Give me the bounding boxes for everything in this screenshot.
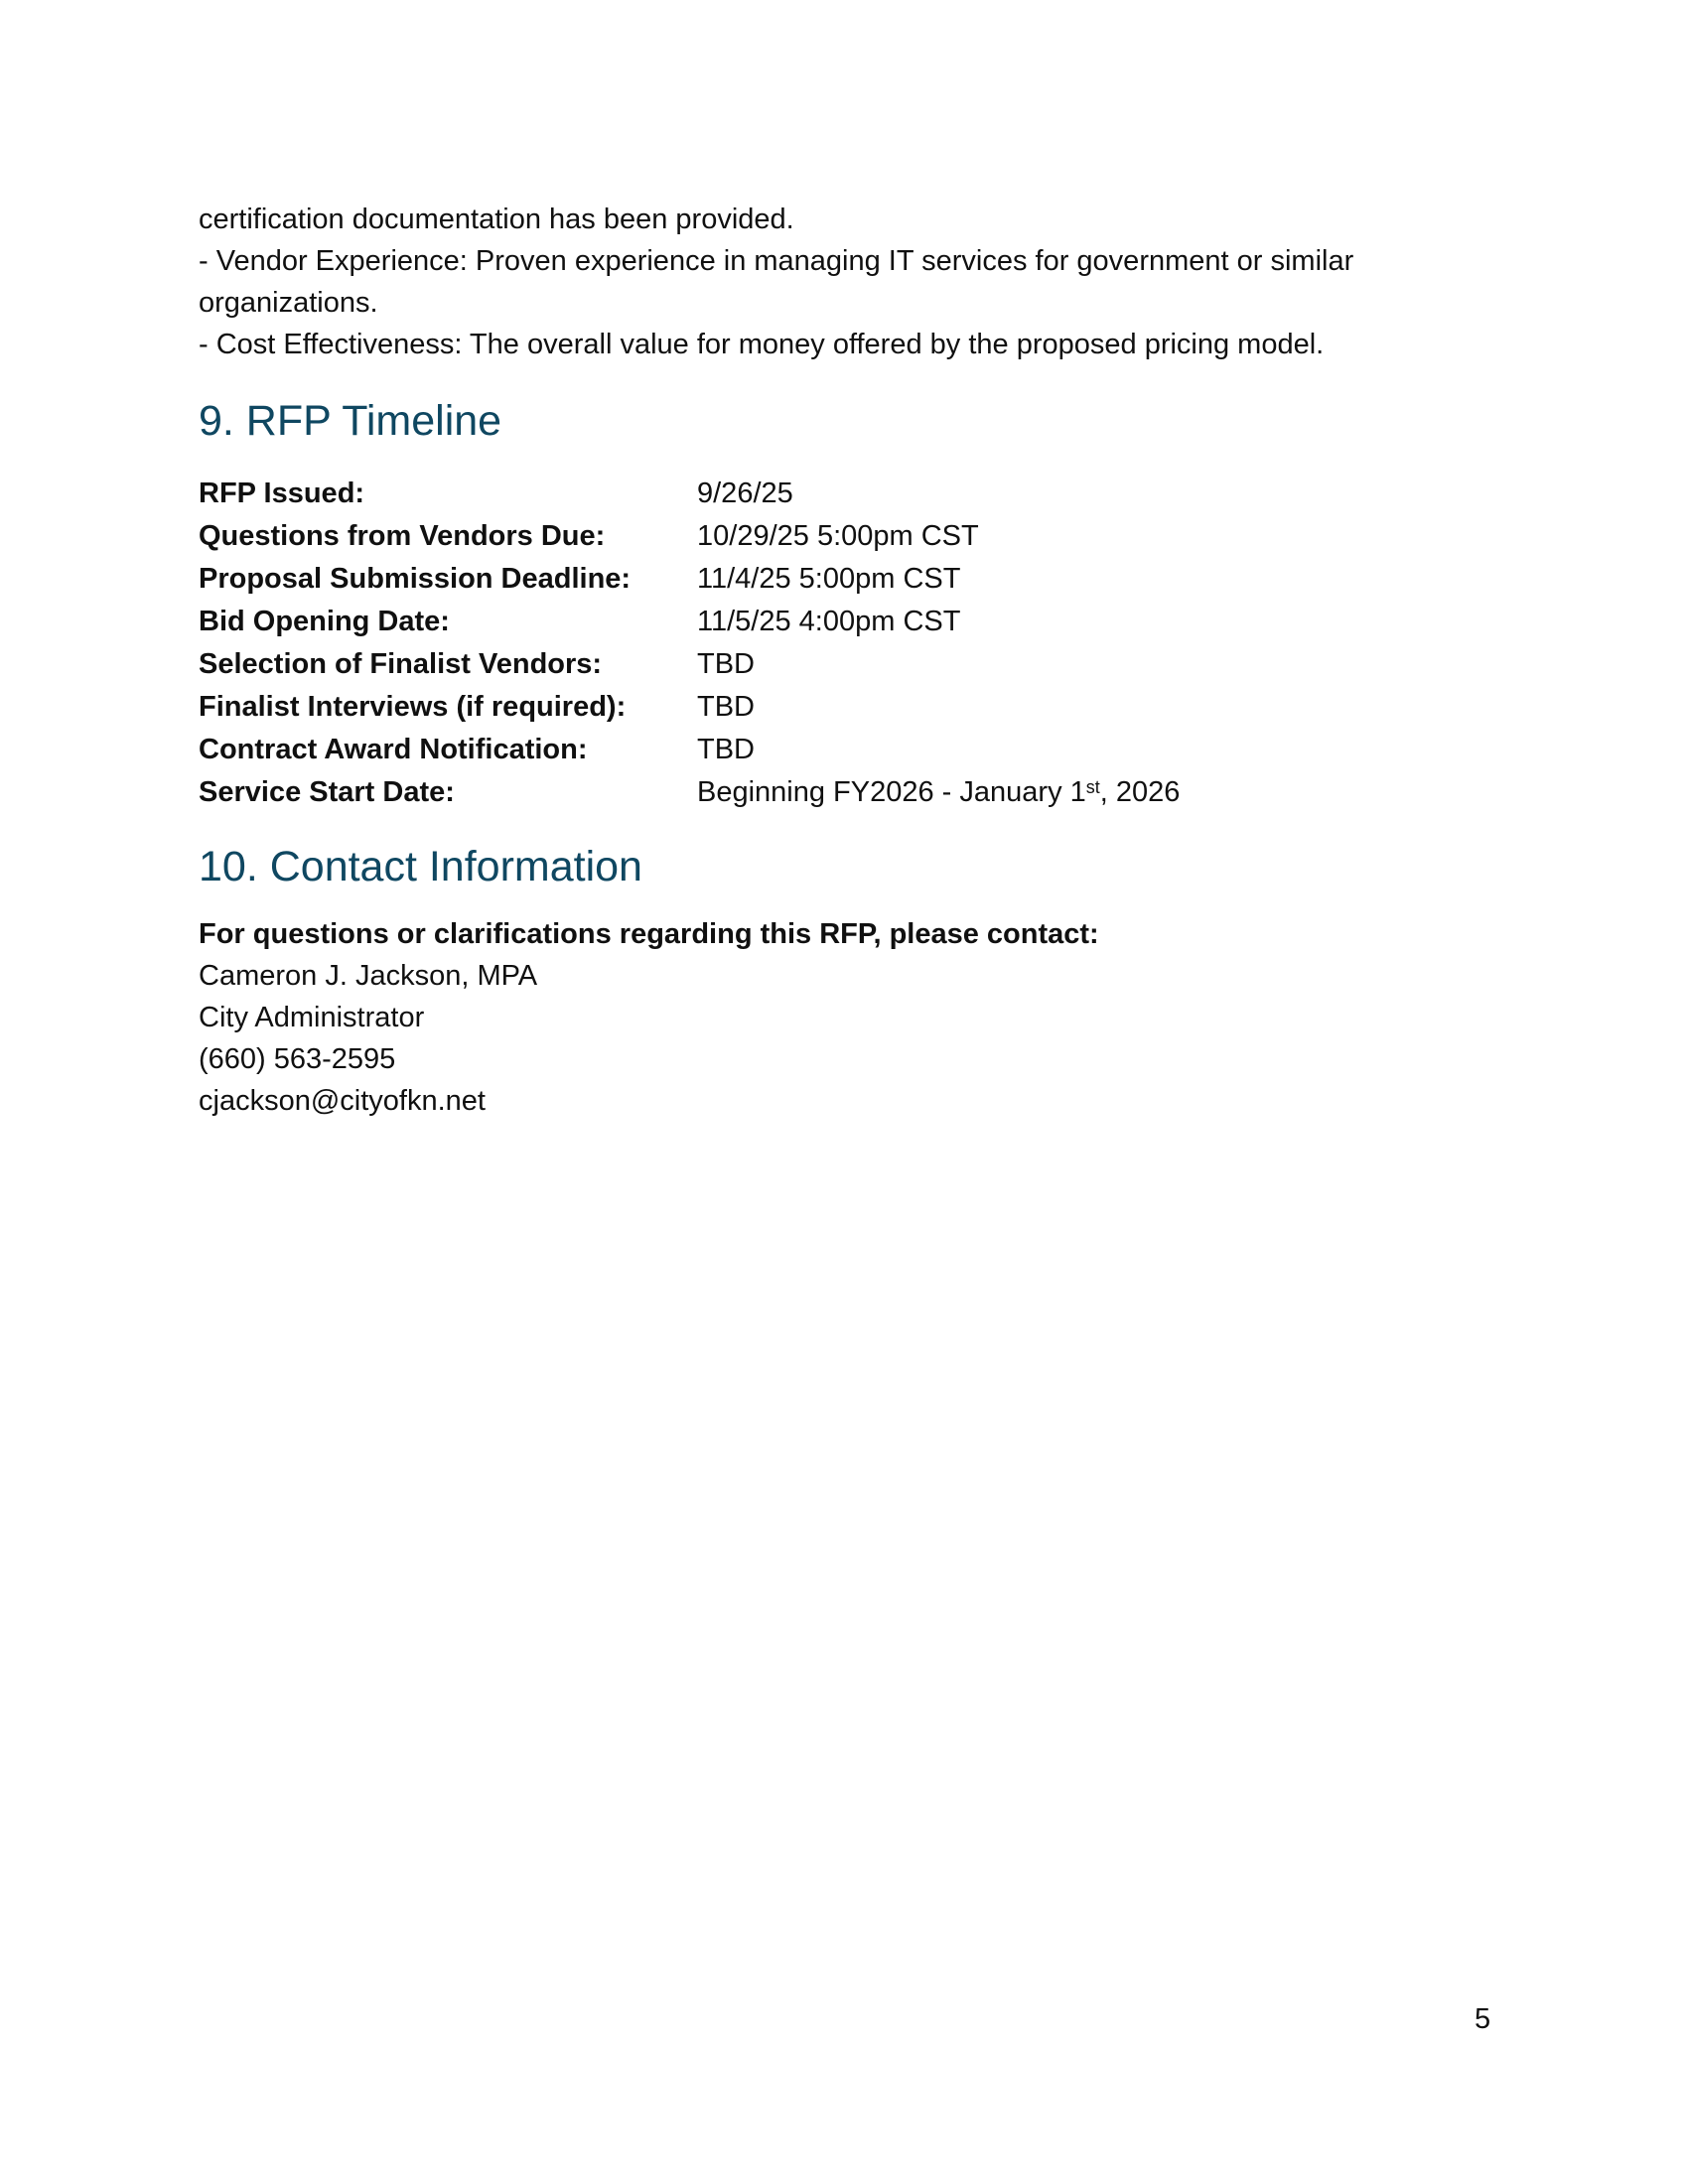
timeline-row bbox=[199, 729, 1489, 771]
contact-phone: (660) 563-2595 bbox=[199, 1043, 396, 1075]
contact-title: City Administrator bbox=[199, 1002, 425, 1033]
timeline-value: TBD bbox=[697, 691, 755, 723]
ordinal-superscript: st bbox=[1085, 776, 1100, 797]
timeline-value: TBD bbox=[697, 734, 755, 765]
page-number: 5 bbox=[1475, 2003, 1491, 2035]
timeline-value-text: , 2026 bbox=[1099, 776, 1181, 808]
contact-email: cjackson@cityofkn.net bbox=[199, 1085, 486, 1117]
evaluation-criteria-paragraph bbox=[199, 199, 1489, 365]
timeline-label: Service Start Date: bbox=[199, 776, 455, 808]
timeline-row bbox=[199, 643, 1489, 686]
timeline-row bbox=[199, 515, 1489, 558]
paragraph-line: certification documentation has been provided. bbox=[199, 204, 794, 235]
timeline-label: Selection of Finalist Vendors: bbox=[199, 648, 603, 680]
contact-intro: For questions or clarifications regarding this RFP, please contact: bbox=[199, 918, 1099, 950]
section-heading-rfp-timeline: 9. RFP Timeline bbox=[199, 397, 502, 445]
timeline-value: 11/5/25 4:00pm CST bbox=[697, 606, 961, 637]
rfp-timeline-list bbox=[199, 473, 1489, 814]
paragraph-line: - Vendor Experience: Proven experience in managing IT services for government or similar bbox=[199, 245, 1354, 277]
timeline-row bbox=[199, 771, 1489, 814]
timeline-label: Proposal Submission Deadline: bbox=[199, 563, 632, 595]
timeline-value: TBD bbox=[697, 648, 755, 680]
timeline-value: 10/29/25 5:00pm CST bbox=[697, 520, 979, 552]
timeline-row bbox=[199, 601, 1489, 643]
timeline-label: RFP Issued: bbox=[199, 478, 365, 509]
timeline-value-text: Beginning FY2026 - January 1 bbox=[697, 776, 1086, 808]
timeline-label: Contract Award Notification: bbox=[199, 734, 588, 765]
section-heading-contact-information: 10. Contact Information bbox=[199, 843, 642, 890]
contact-name: Cameron J. Jackson, MPA bbox=[199, 960, 538, 992]
timeline-row bbox=[199, 558, 1489, 601]
timeline-label: Bid Opening Date: bbox=[199, 606, 450, 637]
contact-block bbox=[199, 913, 1489, 1122]
timeline-label: Finalist Interviews (if required): bbox=[199, 691, 627, 723]
timeline-value: 9/26/25 bbox=[697, 478, 793, 509]
timeline-row bbox=[199, 686, 1489, 729]
paragraph-line: organizations. bbox=[199, 287, 378, 319]
timeline-value bbox=[697, 771, 1180, 814]
timeline-label: Questions from Vendors Due: bbox=[199, 520, 606, 552]
paragraph-line: - Cost Effectiveness: The overall value for money offered by the proposed pricing model. bbox=[199, 329, 1325, 360]
timeline-value: 11/4/25 5:00pm CST bbox=[697, 563, 961, 595]
timeline-row bbox=[199, 473, 1489, 515]
